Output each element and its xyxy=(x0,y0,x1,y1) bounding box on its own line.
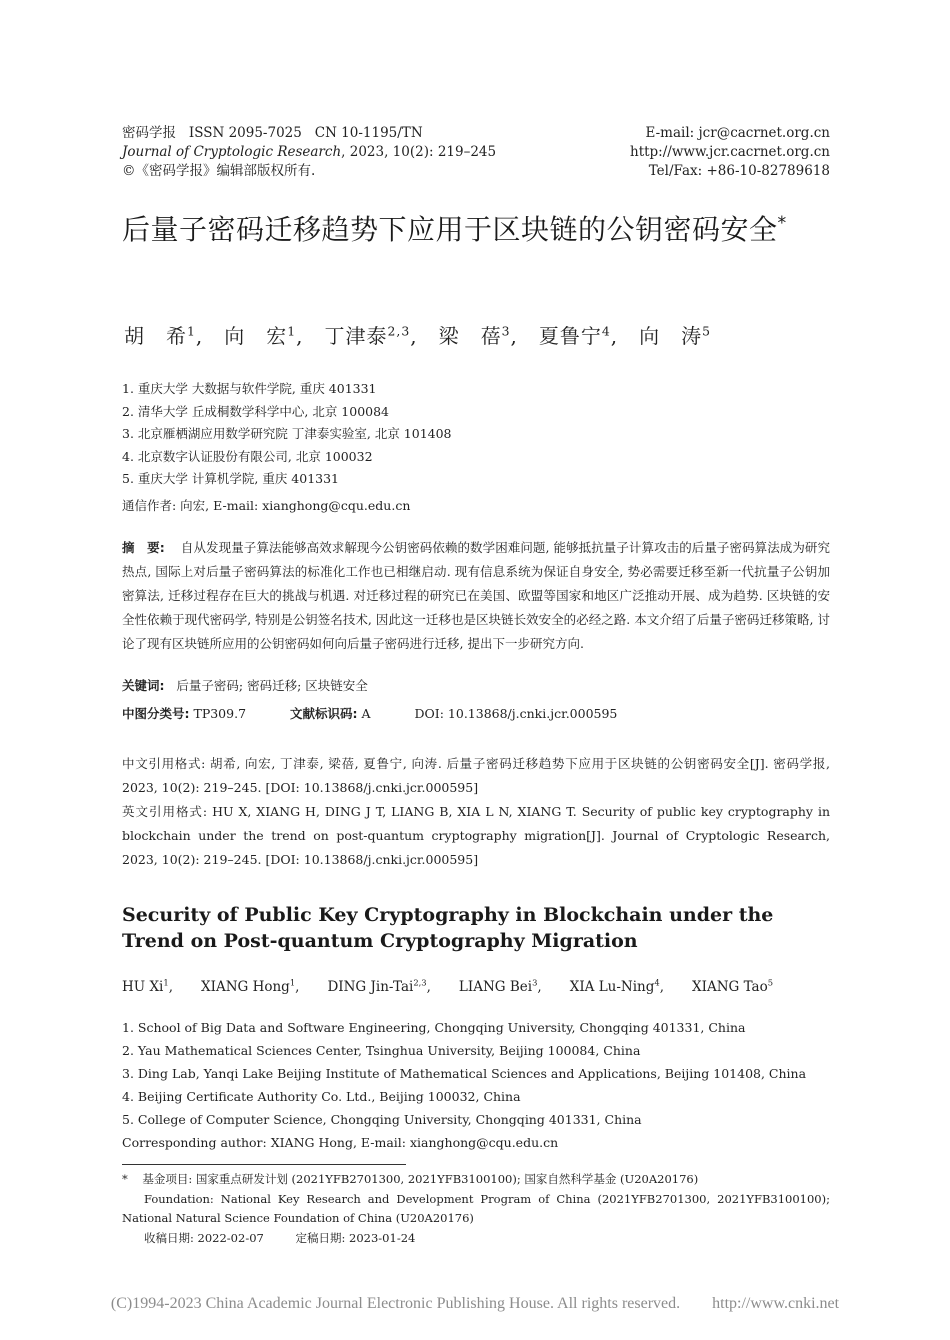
doi: DOI: 10.13868/j.cnki.jcr.000595 xyxy=(414,706,618,721)
abstract-label: 摘 要: xyxy=(122,540,165,555)
affiliation-zh: 5. 重庆大学 计算机学院, 重庆 401331 xyxy=(122,471,340,486)
dates xyxy=(122,1229,830,1249)
affiliations-zh xyxy=(122,378,452,491)
affiliations-en xyxy=(122,1016,806,1154)
fund-zh: 基金项目: 国家重点研发计划 (2021YFB2701300, 2021YFB3100100); 国家自然科学基金 (U20A20176) xyxy=(142,1172,699,1186)
author-en: DING Jin-Tai$^{2,3}$, xyxy=(327,977,431,995)
author-zh: 梁 蓓$^3$, xyxy=(438,323,539,348)
journal-tel: Tel/Fax: +86-10-82789618 xyxy=(648,163,830,179)
copyright: ©《密码学报》编辑部版权所有. xyxy=(122,163,316,179)
footnote-mark: * xyxy=(122,1172,128,1186)
issn: ISSN 2095-7025 xyxy=(188,125,302,141)
affiliation-en: 2. Yau Mathematical Sciences Center, Tsinghua University, Beijing 100084, China xyxy=(122,1043,641,1058)
doc-code-label: 文献标识码: xyxy=(290,706,358,721)
affiliation-en: 3. Ding Lab, Yanqi Lake Beijing Institute of Mathematical Sciences and Applications, Beijing 101408, China xyxy=(122,1066,807,1081)
received-date: 收稿日期: 2022-02-07 xyxy=(144,1230,264,1245)
clc-value: TP309.7 xyxy=(193,706,247,721)
affiliation-zh: 2. 清华大学 丘成桐数学科学中心, 北京 100084 xyxy=(122,403,390,419)
clc-label: 中图分类号: xyxy=(122,706,190,721)
journal-volume-line xyxy=(122,143,496,162)
citation-en: 英文引用格式: HU X, XIANG H, DING J T, LIANG B, XIA L N, XIANG T. Security of public key cryptography in blockchain under the trend on post-quantum cryptography migration[J]. Journal of Cryptologic Research, 2023, 10(2): 219–245. [DOI: 10.13868/j.cnki.jcr.000595] xyxy=(122,804,830,867)
journal-header-left xyxy=(122,124,496,181)
keywords-text: 后量子密码; 密码迁移; 区块链安全 xyxy=(176,678,368,693)
journal-volume: , 2023, 10(2): 219–245 xyxy=(341,144,497,160)
author-zh: 向 涛$^5$ xyxy=(639,323,711,348)
author-en: LIANG Bei$^3$, xyxy=(458,977,542,995)
paper-title-zh xyxy=(122,212,842,248)
journal-email: E-mail: jcr@cacrnet.org.cn xyxy=(645,125,830,141)
affiliation-en: 1. School of Big Data and Software Engineering, Chongqing University, Chongqing 401331, China xyxy=(122,1020,746,1035)
authors-en xyxy=(122,976,773,998)
citation-zh: 中文引用格式: 胡希, 向宏, 丁津泰, 梁蓓, 夏鲁宁, 向涛. 后量子密码迁移趋势下应用于区块链的公钥密码安全[J]. 密码学报, 2023, 10(2): 219–245. [DOI: 10.13868/j.cnki.jcr.000595] xyxy=(122,756,830,795)
footnote xyxy=(122,1170,830,1248)
journal-url: http://www.jcr.cacrnet.org.cn xyxy=(630,144,830,160)
keywords xyxy=(122,676,368,696)
footnote-rule xyxy=(122,1164,406,1165)
journal-header-right xyxy=(630,124,830,181)
paper-title-zh-text: 后量子密码迁移趋势下应用于区块链的公钥密码安全 xyxy=(122,213,778,246)
accepted-date: 定稿日期: 2023-01-24 xyxy=(295,1230,416,1245)
fund-en: Foundation: National Key Research and Development Program of China (2021YFB2701300, 2021YFB3100100); National Natural Science Foundation of China (U20A20176) xyxy=(122,1191,830,1225)
author-zh: 向 宏$^1$, xyxy=(224,323,325,348)
authors-zh xyxy=(124,320,711,352)
classification-line xyxy=(122,704,617,724)
author-en: XIANG Tao$^5$ xyxy=(692,977,774,995)
abstract-text: 自从发现量子算法能够高效求解现今公钥密码依赖的数学困难问题, 能够抵抗量子计算攻击的后量子密码算法成为研究热点, 国际上对后量子密码算法的标准化工作也已相继启动. 现有信息系统为保证自身安全, 势必需要迁移至新一代抗量子公钥加密算法, 迁移过程存在巨大的挑战与机遇. 对迁移过程的研究已在美国、欧盟等国家和地区广泛推动开展、成为趋势. 区块链的安全性依赖于现代密码学, 特别是公钥签名技术, 因此这一迁移也是区块链长效安全的必经之路. 本文介绍了后量子密码迁移策略, 讨论了现有区块链所应用的公钥密码如何向后量子密码进行迁移, 提出下一步研究方向. xyxy=(122,540,830,651)
journal-issn-line xyxy=(122,124,496,143)
author-zh: 丁津泰$^{2,3}$, xyxy=(324,323,439,348)
affiliation-zh: 3. 北京雁栖湖应用数学研究院 丁津泰实验室, 北京 101408 xyxy=(122,426,452,441)
author-zh: 胡 希$^1$, xyxy=(124,323,225,348)
citations xyxy=(122,752,830,872)
author-en: XIANG Hong$^1$, xyxy=(201,977,300,995)
author-en: HU Xi$^1$, xyxy=(122,977,173,995)
cnki-footer: (C)1994-2023 China Academic Journal Electronic Publishing House. All rights reserved. http://www.cnki.net xyxy=(110,1295,840,1312)
corresponding-author-zh: 通信作者: 向宏, E-mail: xianghong@cqu.edu.cn xyxy=(122,498,411,513)
doc-code-value: A xyxy=(361,706,371,721)
keywords-label: 关键词: xyxy=(122,678,165,693)
title-footnote-mark: * xyxy=(777,213,787,234)
cn-number: CN 10-1195/TN xyxy=(314,125,423,141)
journal-name-cn: 密码学报 xyxy=(122,125,176,141)
corresponding-author-en: Corresponding author: XIANG Hong, E-mail: xianghong@cqu.edu.cn xyxy=(122,1135,559,1150)
affiliation-zh: 1. 重庆大学 大数据与软件学院, 重庆 401331 xyxy=(122,381,377,396)
affiliation-en: 5. College of Computer Science, Chongqing University, Chongqing 401331, China xyxy=(122,1112,642,1127)
footnote-fund-zh-line xyxy=(122,1170,830,1190)
affiliation-en: 4. Beijing Certificate Authority Co. Ltd., Beijing 100032, China xyxy=(122,1089,521,1104)
abstract xyxy=(122,536,830,656)
author-zh: 夏鲁宁$^4$, xyxy=(538,323,640,348)
affiliation-zh: 4. 北京数字认证股份有限公司, 北京 100032 xyxy=(122,448,373,464)
paper-title-en: Security of Public Key Cryptography in Blockchain under the Trend on Post-quantum Cryptography Migration xyxy=(122,904,774,952)
author-en: XIA Lu-Ning$^4$, xyxy=(569,977,665,995)
journal-name-en: Journal of Cryptologic Research xyxy=(122,144,342,160)
